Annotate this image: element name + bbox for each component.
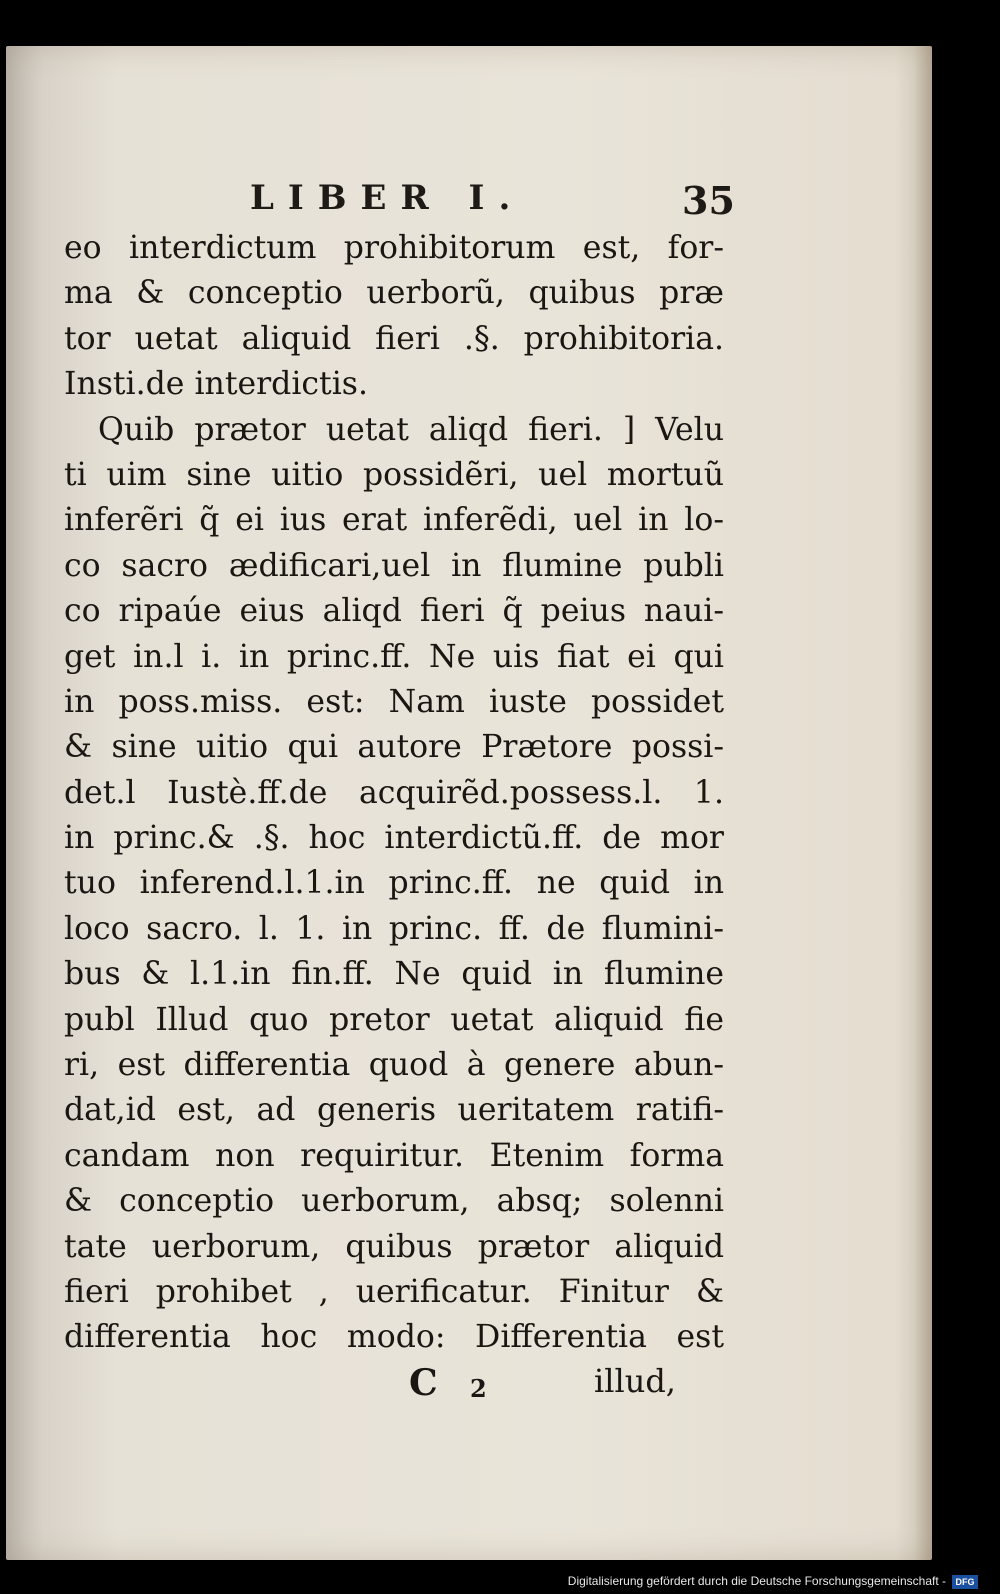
text-line: in poss.miss. est: Nam iuste possidet [64,683,724,720]
book-page [6,46,932,1560]
text-line: co ripaúe eius aliqd fieri q̃ peius naui- [64,593,724,630]
text-line: publ Illud quo pretor uetat aliquid fie [64,1001,724,1038]
text-line: candam non requiritur. Etenim forma [64,1137,724,1174]
text-line: dat,id est, ad generis ueritatem ratifi- [64,1092,724,1129]
footer-bar [0,1564,1000,1594]
text-line: ti uim sine uitio possidẽri, uel mortuũ [64,456,724,493]
text-line: fieri prohibet , uerificatur. Finitur & [64,1273,724,1310]
running-head: LIBER I. [250,178,525,218]
text-line: loco sacro. l. 1. in princ. ff. de flumini- [64,910,724,947]
text-line: bus & l.1.in fin.ff. Ne quid in flumine [64,956,724,993]
text-line: differentia hoc modo: Differentia est [64,1319,724,1356]
text-line: tor uetat aliquid fieri .§. prohibitoria. [64,320,724,357]
text-line: det.l Iustè.ff.de acquirẽd.possess.l. 1. [64,774,724,811]
body-text [64,226,724,1361]
signature-mark: C [409,1362,438,1404]
funding-credit: Digitalisierung gefördert durch die Deutsche Forschungsgemeinschaft - [567,1574,946,1588]
page-number: 35 [682,178,735,223]
text-line: Quib prætor uetat aliqd fieri. ] Velu [98,411,724,448]
dfg-logo-icon: DFG [952,1575,978,1589]
catchword: illud, [594,1362,676,1400]
text-line: & sine uitio qui autore Prætore possi- [64,729,724,766]
text-line: tate uerborum, quibus prætor aliquid [64,1228,724,1265]
signature-number: 2 [470,1374,487,1403]
text-line: ri, est differentia quod à genere abun- [64,1047,724,1084]
text-line: inferẽri q̃ ei ius erat inferẽdi, uel in lo- [64,502,724,539]
text-line: tuo inferend.l.1.in princ.ff. ne quid in [64,865,724,902]
text-line: & conceptio uerborum, absq; solenni [64,1183,724,1220]
text-line: Insti.de interdictis. [64,366,368,403]
text-line: eo interdictum prohibitorum est, for- [64,230,724,266]
text-line: ma & conceptio uerborũ, quibus præ [64,275,724,312]
text-line: in princ.& .§. hoc interdictũ.ff. de mor [64,820,724,857]
text-line: get in.l i. in princ.ff. Ne uis fiat ei qui [64,638,724,675]
text-line: co sacro ædificari,uel in flumine publi [64,547,724,584]
